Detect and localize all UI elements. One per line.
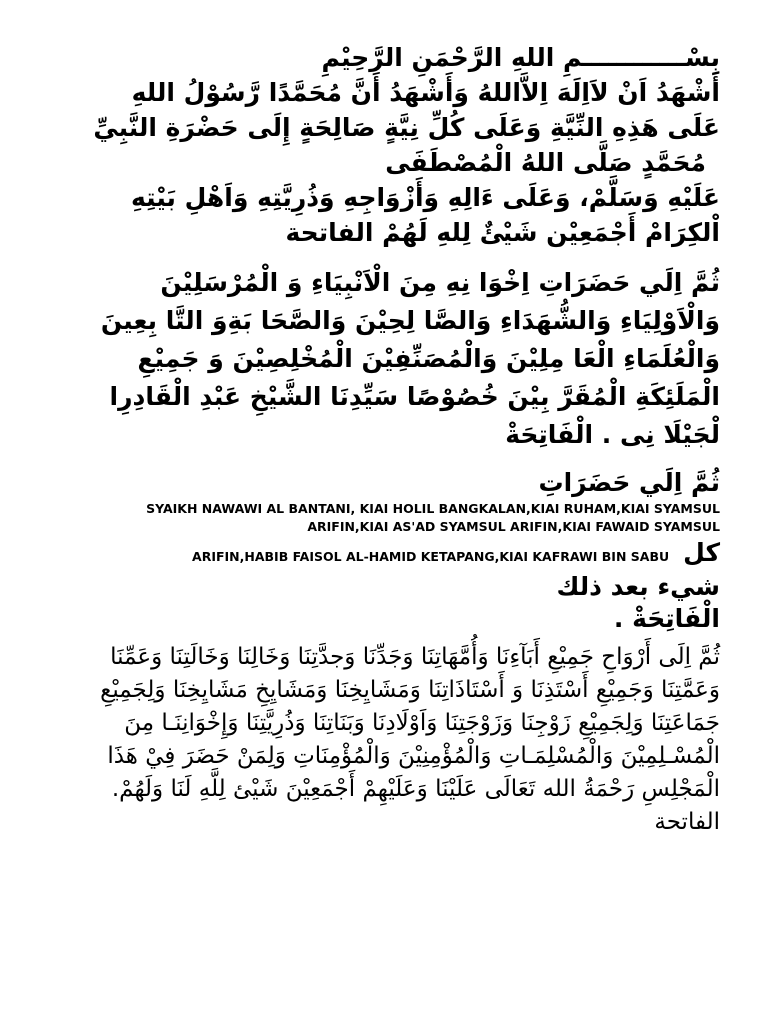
- intention-line: عَلَى هَذِهِ النِّيَّةِ وَعَلَى كُلِّ نِيَّةٍ صَالِحَةٍ إِلَى حَضْرَةِ النَّبِيِّ: [93, 113, 720, 142]
- hadarat-heading: ثُمَّ اِلَي حَضَرَاتِ: [538, 468, 720, 497]
- kul-word: كل: [683, 538, 720, 567]
- ancestors-dua-paragraph: ثُمَّ اِلَى أَرْوَاحِ جَمِيْعِ أَبَآءِنَا وَأُمَّهَاتِنَا وَجَدِّنَا وَجدَّتِنَا وَخَالِنَا وَخَالَتِنَا وَعَمِّنَا وَعَمَّتِنَا وَجَمِيْعِ أَسْتَذِنَا وَ أَسْتَاذَاتِنَا وَمَشَايِخِنَا وَمَشَايِخِ مَشَايِخِنَا وَلِجَمِيْعِ جَمَاعَتِنَا وَلِجَمِيْعِ زَوْجِنَا وَزَوْجَتِنَا وَاَوْلَادِنَا وَبَنَاتِنَا وَذُرِيَّتِنَا وَإِخْوَانِنَـا مِنَ الْمُسْـلِمِيْنَ وَالْمُسْلِمَـاتِ وَالْمُؤْمِنِيْنَ وَالْمُؤْمِنَاتِ وَلِمَنْ حَضَرَ فِيْ هَذَا الْمَجْلِسِ رَحْمَةُ الله تَعَالَى عَلَيْنَا وَعَلَيْهِمْ أَجْمَعِيْنَ شَيْئ لِلَّهِ لَنَا وَلَهُمْ. الفاتحة: [100, 644, 720, 835]
- scholars-list-line-2: ARIFIN,HABIB FAISOL AL-HAMID KETAPANG,KIAI KAFRAWI BIN SABU: [192, 549, 670, 564]
- prophets-saints-paragraph: ثُمَّ اِلَي حَضَرَاتِ اِخْوَا نِهِ مِنَ الْاَنْبِيَاءِ وَ الْمُرْسَلِيْنَ وَالْاَوْلِيَاءِ وَالشُّهَدَاءِ وَالصَّا لِحِيْنَ وَالصَّحَا بَةِوَ التَّا بِعِينَ وَالْعُلَمَاءِ الْعَا مِلِيْنَ وَالْمُصَنِّفِيْنَ الْمُخْلِصِيْنَ وَ جَمِيْعِ الْمَلَئِكَةِ الْمُقَرَّ بِيْنَ خُصُوْصًا سَيِّدِنَا الشَّيْخِ عَبْدِ الْقَادِرِا لْجَيْلَا نِى . الْفَاتِحَةْ: [100, 268, 720, 449]
- salawat-line: عَلَيْهِ وَسَلَّمْ، وَعَلَى ءَالِهِ وَأَزْوَاجِهِ وَذُرِيَّتِهِ وَاَهْلِ بَيْتِهِ اْلكِرَامْ أَجْمَعِيْن شَيْئٌ لِلهِ لَهُمْ الفاتحة: [130, 183, 720, 247]
- scholars-list-line: SYAIKH NAWAWI AL BANTANI, KIAI HOLIL BANGKALAN,KIAI RUHAM,KIAI SYAMSUL ARIFIN,KIAI AS'AD SYAMSUL ARIFIN,KIAI FAWAID SYAMSUL: [146, 501, 720, 534]
- fatiha-line: الْفَاتِحَةْ .: [613, 604, 720, 633]
- shahada-line: أَشْهَدُ اَنْ لاَاِلَهَ اِلاَّاللهُ وَأَشْهَدُ أَنَّ مُحَمَّدًا رَّسُوْلُ اللهِ: [131, 78, 720, 107]
- scholars-list-continuation: [62, 538, 720, 567]
- prophet-name-line: مُحَمَّدٍ صَلَّى اللهُ الْمُصْطَفَى: [385, 148, 706, 177]
- thereafter-line: شيء بعد ذلك: [556, 572, 720, 601]
- bismillah-line: بِسْــــــــــــمِ اللهِ الرَّحْمَنِ الرَّحِيْمِ: [321, 43, 720, 72]
